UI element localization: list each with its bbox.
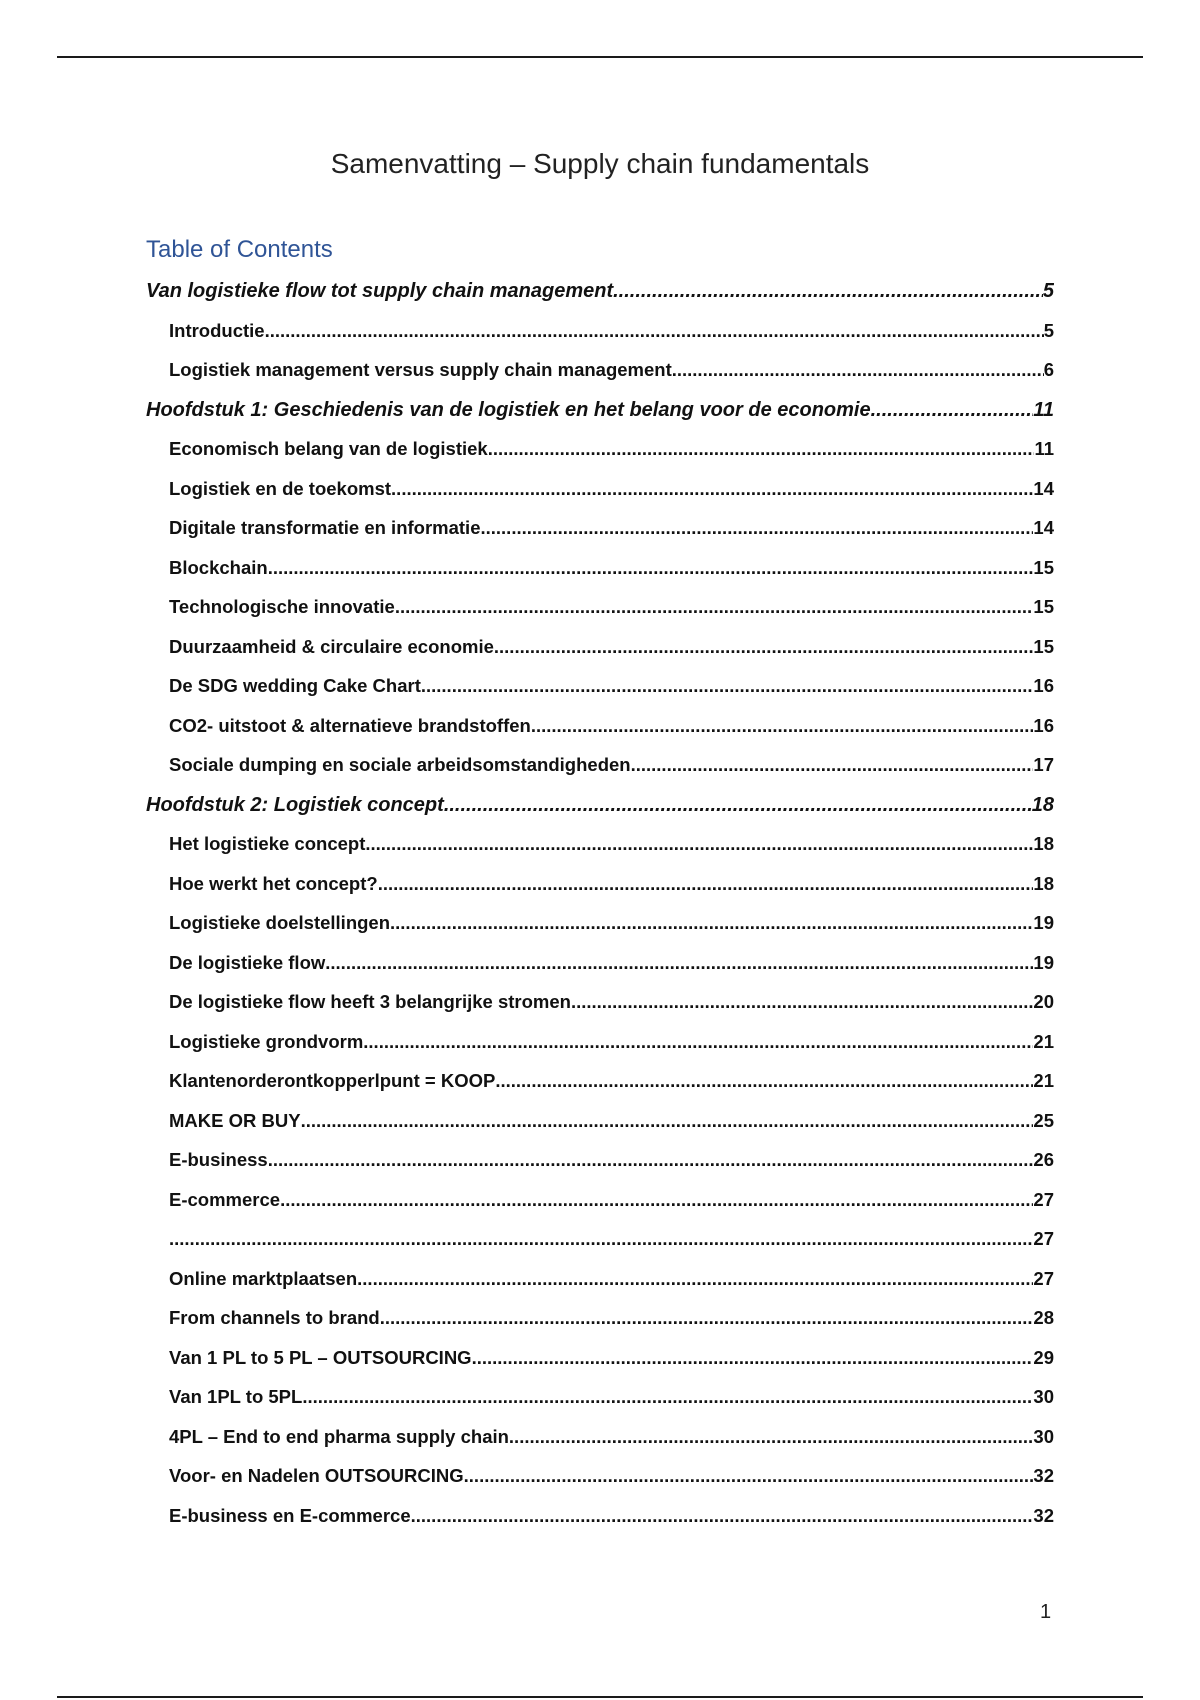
toc-section-entry[interactable] <box>146 991 1054 1031</box>
toc-entry-page: 26 <box>1033 1149 1054 1170</box>
toc-section-entry[interactable] <box>146 1465 1054 1505</box>
toc-entry-label: E-business <box>169 1149 268 1170</box>
toc-entry-label: De logistieke flow <box>169 951 326 973</box>
toc-section-entry[interactable] <box>146 1307 1054 1347</box>
toc-entry-label: Sociale dumping en sociale arbeidsomstandigheden <box>169 754 631 775</box>
toc-entry-label: Klantenorderontkopperlpunt = KOOP <box>169 1070 496 1091</box>
toc-entry-page: 27 <box>1033 1267 1054 1289</box>
toc-dot-leader <box>531 715 1034 737</box>
toc-section-entry[interactable] <box>146 952 1054 992</box>
toc-entry-page: 14 <box>1033 477 1054 499</box>
toc-dot-leader <box>509 1426 1034 1448</box>
toc-entry-label: From channels to brand <box>169 1307 380 1328</box>
toc-section-entry[interactable] <box>146 1386 1054 1426</box>
toc-entry-label: De logistieke flow heeft 3 belangrijke stromen <box>169 991 571 1012</box>
toc-dot-leader <box>571 991 1033 1013</box>
toc-entry-label: Digitale transformatie en informatie <box>169 517 481 538</box>
toc-entry-label: Het logistieke concept <box>169 833 366 854</box>
toc-entry-page: 5 <box>1043 319 1054 341</box>
toc-entry-page: 21 <box>1033 1070 1054 1091</box>
toc-entry-page: 21 <box>1033 1030 1054 1052</box>
toc-entry-page: 27 <box>1033 1188 1054 1210</box>
top-rule <box>57 56 1143 58</box>
toc-entry-page: 30 <box>1033 1386 1054 1407</box>
toc-entry-page: 11 <box>1034 438 1054 459</box>
toc-dot-leader <box>444 794 1032 817</box>
toc-entry-label: CO2- uitstoot & alternatieve brandstoffen <box>169 714 531 736</box>
toc-entry-label: Logistieke grondvorm <box>169 1030 364 1052</box>
toc-section-entry[interactable] <box>146 1189 1054 1229</box>
toc-dot-leader <box>464 1465 1034 1487</box>
toc-entry-page: 18 <box>1033 872 1054 894</box>
toc-dot-leader <box>268 1149 1034 1171</box>
toc-entry-page: 20 <box>1033 991 1054 1012</box>
toc-dot-leader <box>378 873 1034 895</box>
toc-entry-label: Technologische innovatie <box>169 596 395 617</box>
toc-section-entry[interactable] <box>146 1070 1054 1110</box>
toc-section-entry[interactable] <box>146 1347 1054 1387</box>
toc-entry-label: Introductie <box>169 319 265 341</box>
toc-dot-leader <box>302 1386 1033 1408</box>
toc-entry-label: Van 1PL to 5PL <box>169 1386 303 1407</box>
toc-dot-leader <box>411 1505 1034 1527</box>
toc-section-entry[interactable] <box>146 873 1054 913</box>
toc-dot-leader <box>268 557 1034 579</box>
toc-entry-page: 18 <box>1033 833 1054 854</box>
toc-dot-leader <box>357 1268 1033 1290</box>
toc-entry-page: 19 <box>1033 912 1054 933</box>
toc-entry-page: 14 <box>1033 517 1054 538</box>
toc-section-entry[interactable] <box>146 359 1054 399</box>
toc-dot-leader <box>363 1031 1033 1053</box>
toc-entry-page: 15 <box>1033 635 1054 657</box>
toc-entry-page: 29 <box>1033 1346 1054 1368</box>
toc-entry-label: E-business en E-commerce <box>169 1504 411 1526</box>
toc-dot-leader <box>169 1228 1033 1250</box>
toc-section-entry[interactable] <box>146 1426 1054 1466</box>
page-number: 1 <box>1040 1601 1052 1623</box>
toc-section-entry[interactable] <box>146 754 1054 794</box>
toc-dot-leader <box>391 478 1033 500</box>
toc-dot-leader <box>265 320 1044 342</box>
toc-chapter-entry[interactable] <box>146 280 1054 320</box>
toc-entry-page: 19 <box>1033 951 1054 973</box>
toc-entry-label: Online marktplaatsen <box>169 1267 358 1289</box>
toc-section-entry[interactable] <box>146 320 1054 360</box>
toc-entry-page: 32 <box>1033 1504 1054 1526</box>
toc-section-entry[interactable] <box>146 833 1054 873</box>
toc-chapter-entry[interactable] <box>146 794 1054 834</box>
toc-section-entry[interactable] <box>146 557 1054 597</box>
toc-dot-leader <box>613 280 1043 303</box>
toc-dot-leader <box>488 438 1035 460</box>
toc-entry-page: 16 <box>1033 675 1054 696</box>
toc-dot-leader <box>365 833 1033 855</box>
toc-section-entry[interactable] <box>146 1228 1054 1268</box>
toc-dot-leader <box>421 675 1034 697</box>
toc-entry-label: Hoe werkt het concept? <box>169 872 378 894</box>
toc-entry-label: Duurzaamheid & circulaire economie <box>169 635 494 657</box>
toc-entry-page: 5 <box>1042 280 1054 302</box>
toc-dot-leader <box>390 912 1033 934</box>
toc-entry-label: Van logistieke flow tot supply chain management <box>146 280 614 302</box>
toc-dot-leader <box>480 517 1033 539</box>
toc-entry-label: Logistiek management versus supply chain management <box>169 359 672 380</box>
toc-section-entry[interactable] <box>146 517 1054 557</box>
toc-dot-leader <box>380 1307 1034 1329</box>
toc-entry-label: Hoofdstuk 1: Geschiedenis van de logistiek en het belang voor de economie <box>146 398 871 421</box>
toc-dot-leader <box>280 1189 1033 1211</box>
toc-section-entry[interactable] <box>146 1031 1054 1071</box>
toc-section-entry[interactable] <box>146 1149 1054 1189</box>
toc-section-entry[interactable] <box>146 1268 1054 1308</box>
toc-entry-page: 27 <box>1033 1228 1054 1249</box>
toc-entry-page: 11 <box>1033 398 1054 421</box>
toc-entry-label: Van 1 PL to 5 PL – OUTSOURCING <box>169 1346 472 1368</box>
table-of-contents <box>146 280 1054 1544</box>
toc-entry-page: 18 <box>1031 793 1054 816</box>
toc-section-entry[interactable] <box>146 675 1054 715</box>
toc-dot-leader <box>672 359 1044 381</box>
toc-entry-page: 30 <box>1033 1425 1054 1447</box>
toc-entry-label: Blockchain <box>169 556 268 578</box>
toc-entry-page: 32 <box>1033 1465 1054 1486</box>
toc-entry-label: 4PL – End to end pharma supply chain <box>169 1425 509 1447</box>
toc-heading: Table of Contents <box>146 236 333 263</box>
toc-dot-leader <box>871 399 1034 422</box>
toc-dot-leader <box>495 1070 1033 1092</box>
toc-entry-page: 6 <box>1043 359 1054 380</box>
toc-dot-leader <box>395 596 1034 618</box>
toc-entry-page: 25 <box>1033 1109 1054 1131</box>
toc-section-entry[interactable] <box>146 438 1054 478</box>
toc-entry-label: Hoofdstuk 2: Logistiek concept <box>146 793 444 816</box>
toc-entry-page: 28 <box>1033 1307 1054 1328</box>
toc-entry-page: 15 <box>1033 596 1054 617</box>
toc-entry-label: Logistiek en de toekomst <box>169 477 392 499</box>
toc-section-entry[interactable] <box>146 1505 1054 1545</box>
toc-dot-leader <box>631 754 1034 776</box>
toc-entry-page: 17 <box>1033 754 1054 775</box>
toc-section-entry[interactable] <box>146 912 1054 952</box>
bottom-rule <box>57 1696 1143 1698</box>
toc-entry-label: Voor- en Nadelen OUTSOURCING <box>169 1465 464 1486</box>
toc-dot-leader <box>494 636 1034 658</box>
toc-dot-leader <box>301 1110 1034 1132</box>
toc-entry-page: 15 <box>1033 556 1054 578</box>
toc-entry-label: MAKE OR BUY <box>169 1109 301 1131</box>
document-title: Samenvatting – Supply chain fundamentals <box>330 148 870 179</box>
toc-dot-leader <box>472 1347 1034 1369</box>
toc-entry-label: E-commerce <box>169 1188 281 1210</box>
toc-entry-label: De SDG wedding Cake Chart <box>169 675 421 696</box>
toc-entry-label: Economisch belang van de logistiek <box>169 438 488 459</box>
toc-section-entry[interactable] <box>146 478 1054 518</box>
toc-chapter-entry[interactable] <box>146 399 1054 439</box>
toc-entry-page: 16 <box>1033 714 1054 736</box>
toc-entry-label: Logistieke doelstellingen <box>169 912 391 933</box>
toc-section-entry[interactable] <box>146 636 1054 676</box>
toc-section-entry[interactable] <box>146 596 1054 636</box>
toc-dot-leader <box>325 952 1033 974</box>
toc-section-entry[interactable] <box>146 1110 1054 1150</box>
toc-section-entry[interactable] <box>146 715 1054 755</box>
